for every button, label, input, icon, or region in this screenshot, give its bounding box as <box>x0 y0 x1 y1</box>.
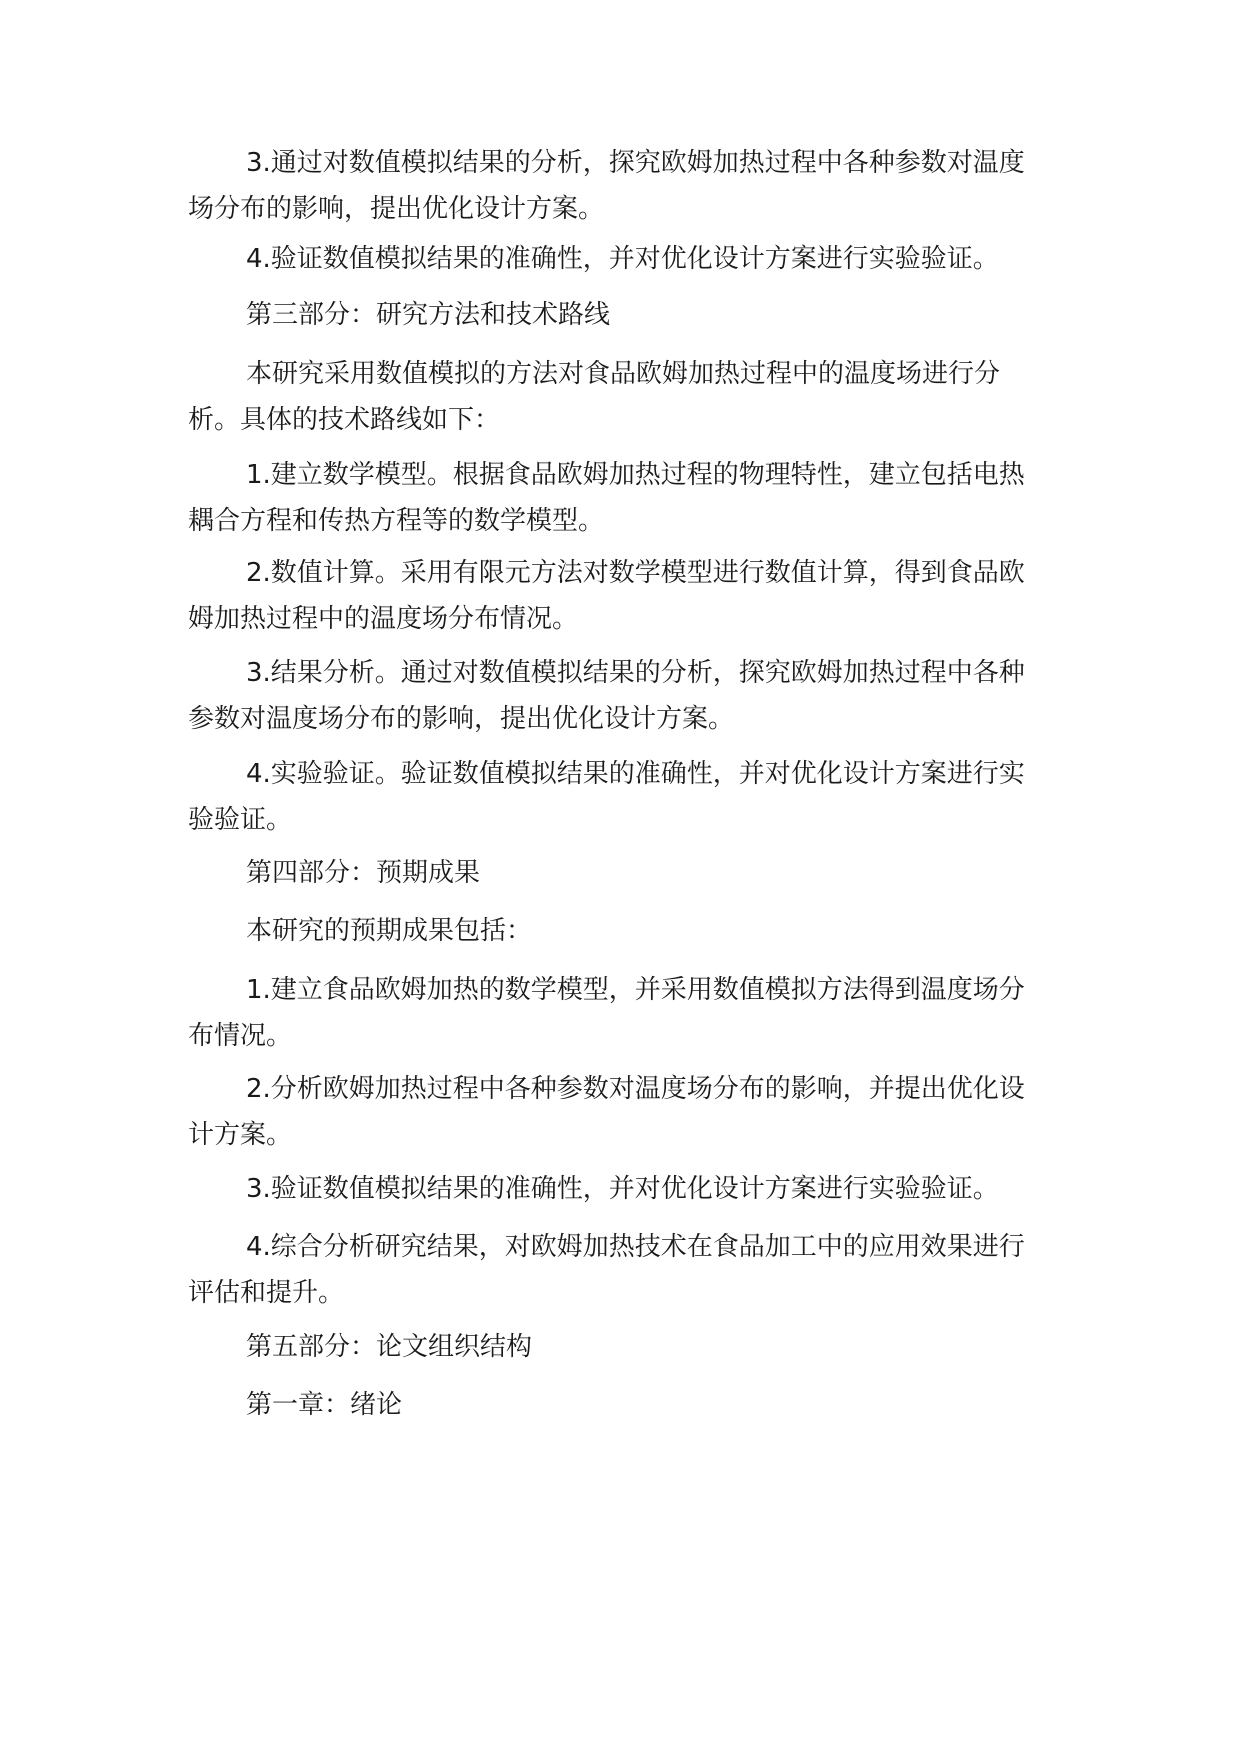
paragraph-objective-3: 3.通过对数值模拟结果的分析，探究欧姆加热过程中各种参数对温度场分布的影响，提出优化设计方案。 <box>188 148 1025 224</box>
chapter-heading-1: 第一章：绪论 <box>246 1390 403 1420</box>
paragraph-method-step-3: 3.结果分析。通过对数值模拟结果的分析，探究欧姆加热过程中各种参数对温度场分布的影响，提出优化设计方案。 <box>188 658 1025 734</box>
paragraph-result-3: 3.验证数值模拟结果的准确性，并对优化设计方案进行实验验证。 <box>246 1174 999 1204</box>
paragraph-objective-4: 4.验证数值模拟结果的准确性，并对优化设计方案进行实验验证。 <box>246 244 999 274</box>
section-heading-part-5: 第五部分：论文组织结构 <box>246 1332 533 1362</box>
paragraph-result-1: 1.建立食品欧姆加热的数学模型，并采用数值模拟方法得到温度场分布情况。 <box>188 975 1025 1051</box>
paragraph-method-step-2: 2.数值计算。采用有限元方法对数学模型进行数值计算，得到食品欧姆加热过程中的温度场分布情况。 <box>188 558 1025 634</box>
section-heading-part-4: 第四部分：预期成果 <box>246 858 481 888</box>
section-heading-part-3: 第三部分：研究方法和技术路线 <box>246 300 611 330</box>
paragraph-method-intro: 本研究采用数值模拟的方法对食品欧姆加热过程中的温度场进行分析。具体的技术路线如下： <box>188 359 1001 435</box>
paragraph-result-4: 4.综合分析研究结果，对欧姆加热技术在食品加工中的应用效果进行评估和提升。 <box>188 1232 1025 1308</box>
document-page <box>188 0 1036 1754</box>
paragraph-method-step-1: 1.建立数学模型。根据食品欧姆加热过程的物理特性，建立包括电热耦合方程和传热方程等的数学模型。 <box>188 460 1025 536</box>
paragraph-results-intro: 本研究的预期成果包括： <box>246 916 533 946</box>
paragraph-method-step-4: 4.实验验证。验证数值模拟结果的准确性，并对优化设计方案进行实验验证。 <box>188 759 1025 835</box>
paragraph-result-2: 2.分析欧姆加热过程中各种参数对温度场分布的影响，并提出优化设计方案。 <box>188 1074 1025 1150</box>
